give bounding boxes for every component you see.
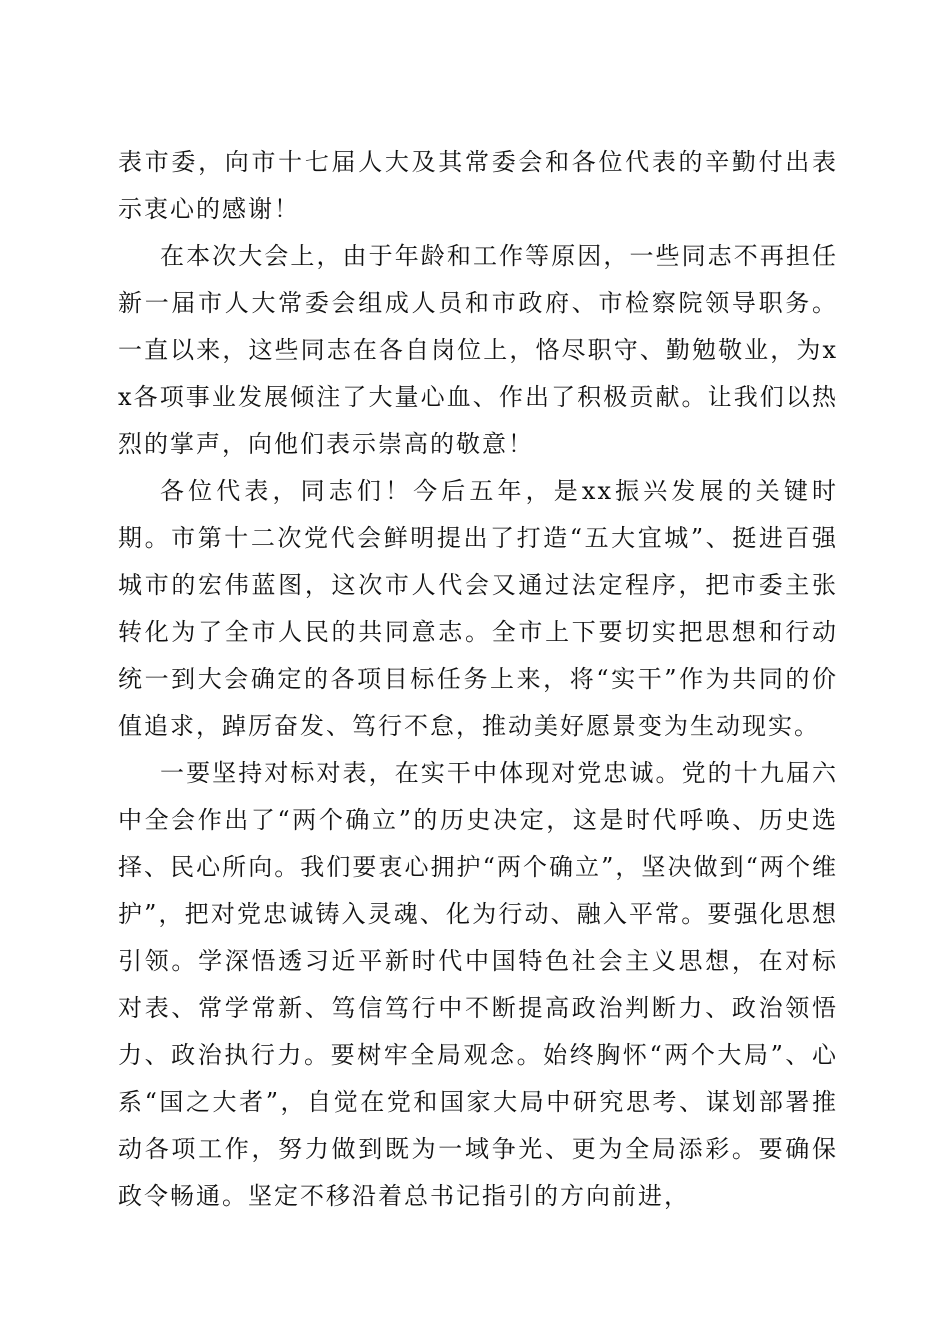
document-body <box>118 139 838 1220</box>
paragraph-loyalty: 一要坚持对标对表，在实干中体现对党忠诚。党的十九届六中全会作出了“两个确立”的历史决定，这是时代呼唤、历史选择、民心所向。我们要衷心拥护“两个确立”，坚决做到“两个维护”，把对党忠诚铸入灵魂、化为行动、融入平常。要强化思想引领。学深悟透习近平新时代中国特色社会主义思想，在对标对表、常学常新、笃信笃行中不断提高政治判断力、政治领悟力、政治执行力。要树牢全局观念。始终胸怀“两个大局”、心系“国之大者”，自觉在党和国家大局中研究思考、谋划部署推动各项工作，努力做到既为一域争光、更为全局添彩。要确保政令畅通。坚定不移沿着总书记指引的方向前进， <box>118 759 838 1210</box>
paragraph-retiring-comrades: 在本次大会上，由于年龄和工作等原因，一些同志不再担任新一届市人大常委会组成人员和市政府、市检察院领导职务。一直以来，这些同志在各自岗位上，恪尽职守、勤勉敬业，为xx各项事业发展倾注了大量心血、作出了积极贡献。让我们以热烈的掌声，向他们表示崇高的敬意！ <box>118 242 838 458</box>
paragraph-next-five-years: 各位代表，同志们！今后五年，是xx振兴发展的关键时期。市第十二次党代会鲜明提出了打造“五大宜城”、挺进百强城市的宏伟蓝图，这次市人代会又通过法定程序，把市委主张转化为了全市人民的共同意志。全市上下要切实把思想和行动统一到大会确定的各项目标任务上来，将“实干”作为共同的价值追求，踔厉奋发、笃行不怠，推动美好愿景变为生动现实。 <box>118 477 838 740</box>
paragraph-continuation: 表市委，向市十七届人大及其常委会和各位代表的辛勤付出表示衷心的感谢！ <box>118 148 838 223</box>
